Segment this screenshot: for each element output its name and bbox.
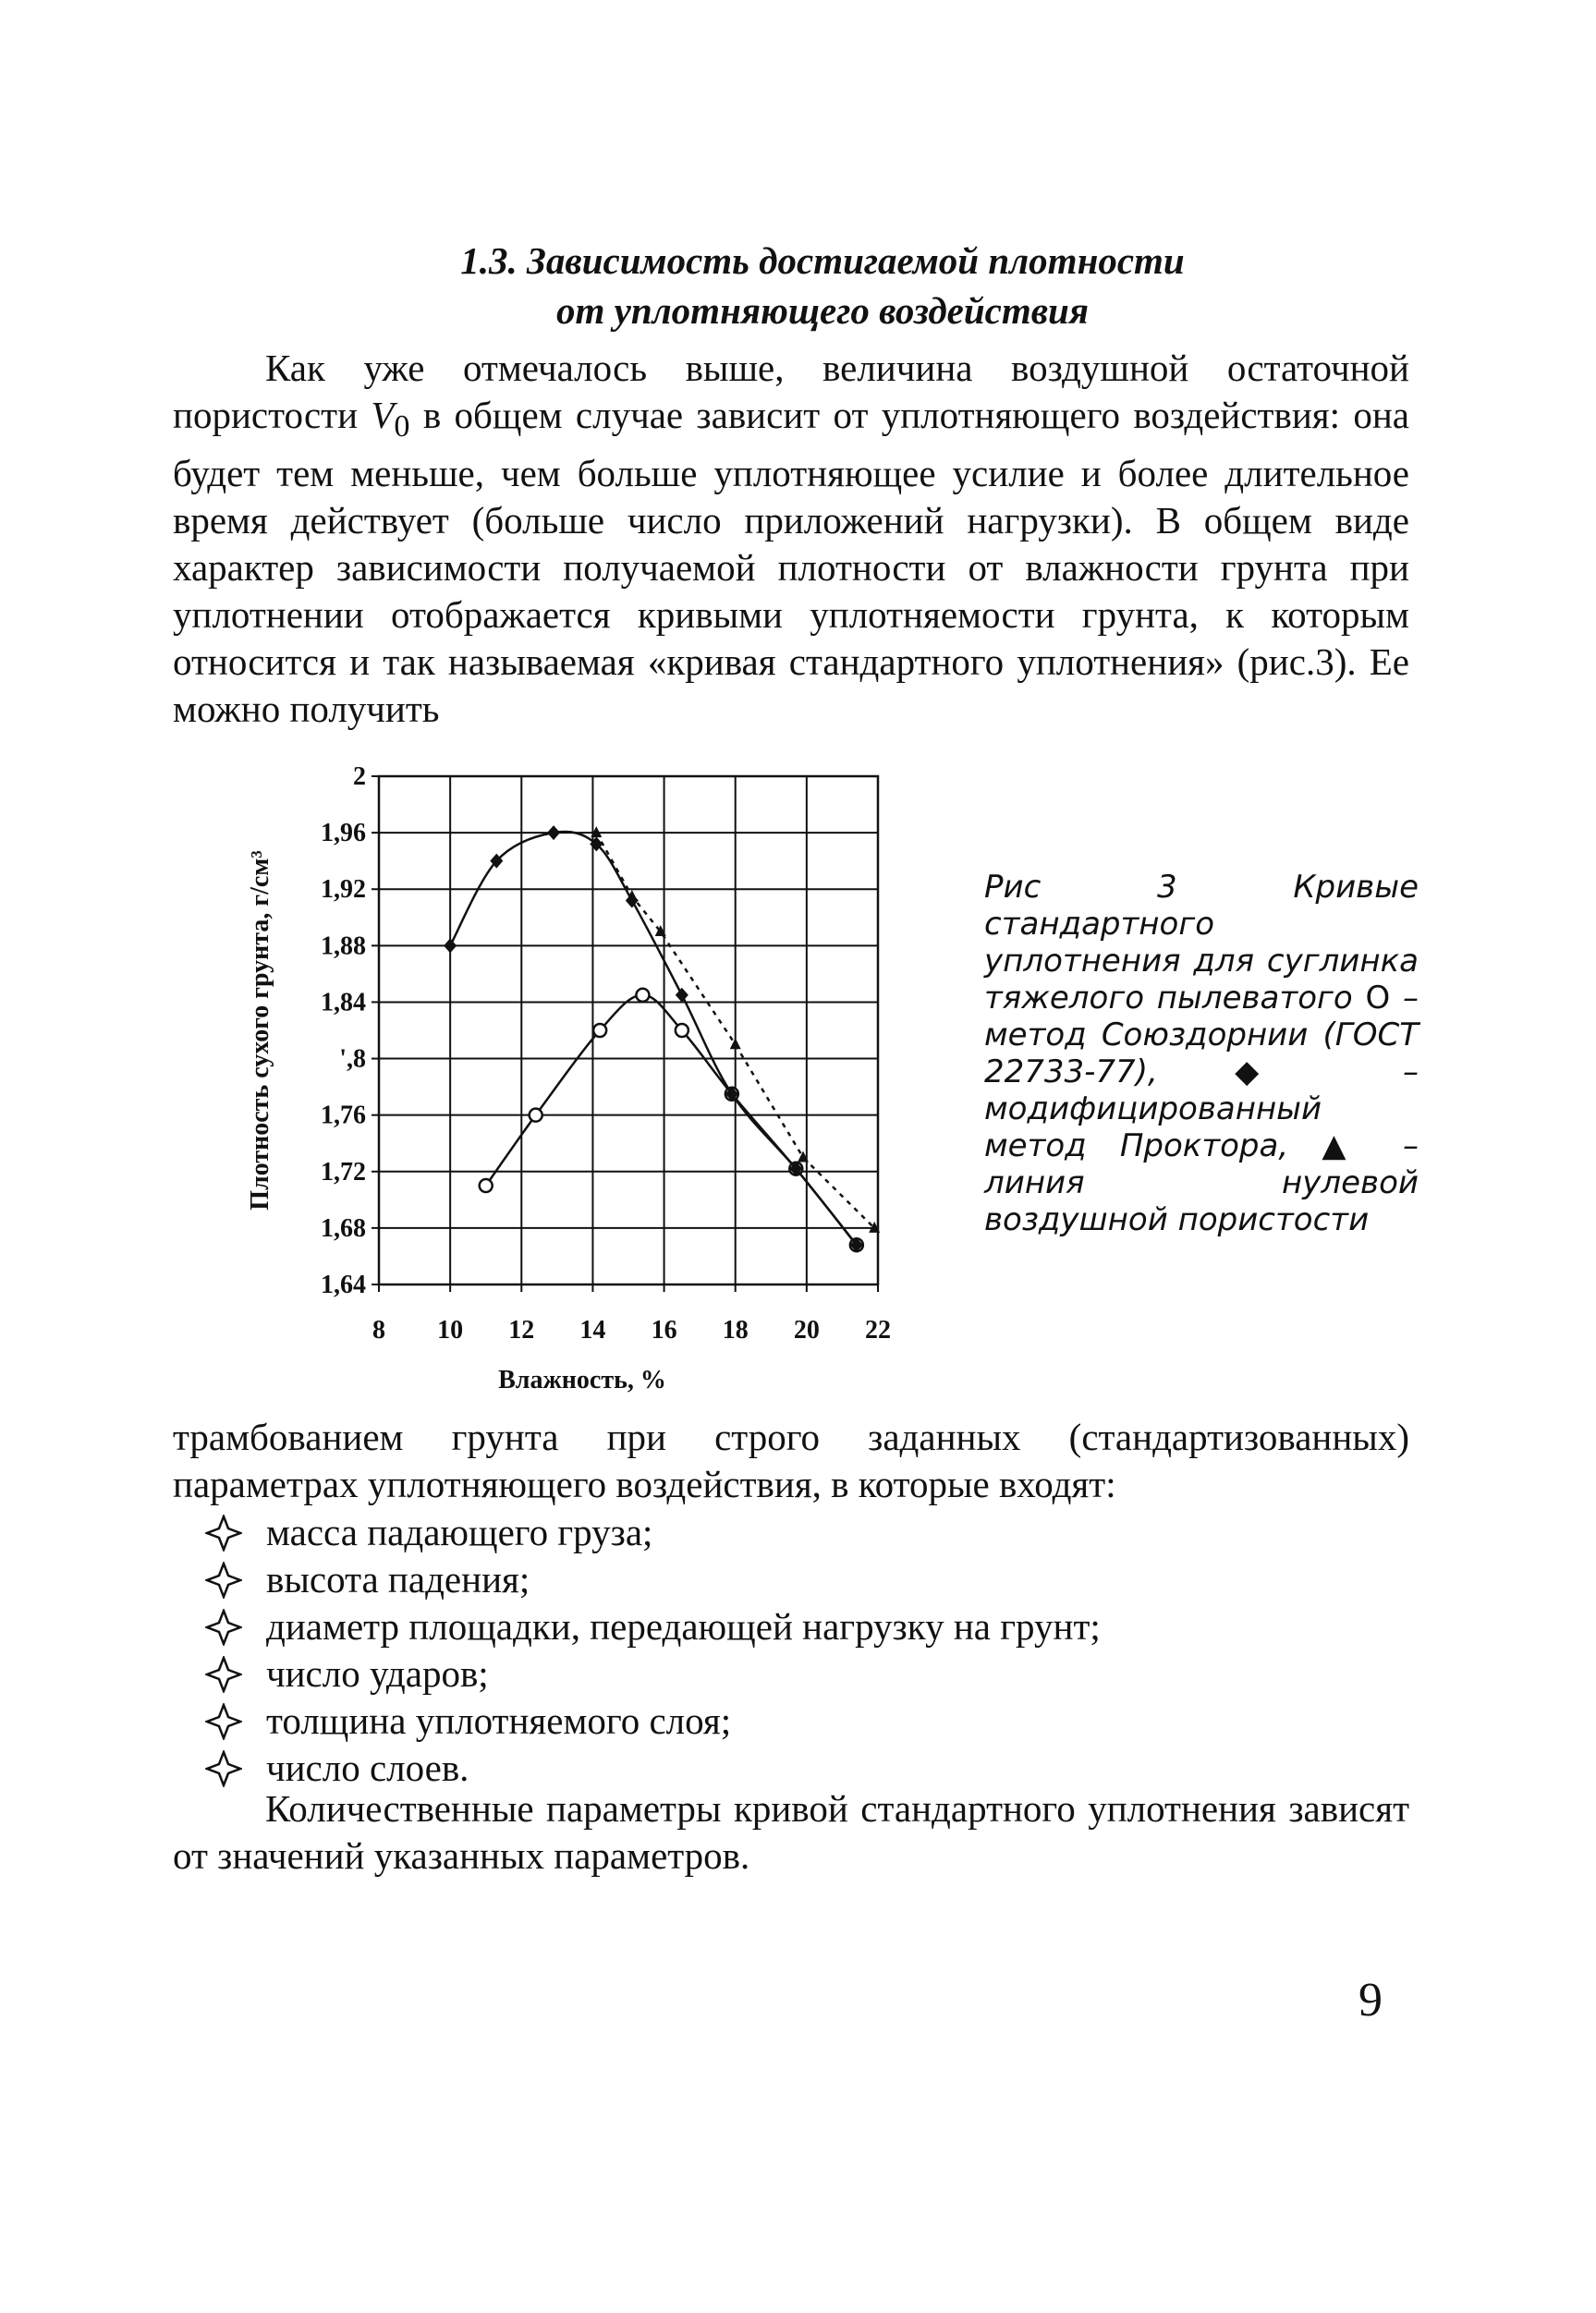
- parameters-text: трамбованием грунта при строго заданных (стандартизованных) параметрах уплотняющего воздействия, в которые входят:: [173, 1416, 1409, 1505]
- list-item: [205, 1650, 1101, 1698]
- list-item-text: толщина уплотняемого слоя;: [266, 1699, 732, 1742]
- x-tick-label: 14: [579, 1316, 606, 1345]
- porosity-symbol: V: [371, 394, 395, 436]
- chart-grid: [372, 776, 878, 1292]
- chart-ticks: [321, 762, 891, 1345]
- four-point-star-icon: [205, 1656, 242, 1693]
- x-tick-label: 18: [722, 1316, 749, 1345]
- y-tick-label: 1,96: [321, 819, 366, 848]
- y-tick-label: 1,72: [321, 1157, 366, 1187]
- data-point-circle: [636, 989, 649, 1002]
- four-point-star-icon: [205, 1515, 242, 1552]
- y-tick-label: 1,84: [321, 988, 366, 1017]
- intro-text-before: Как уже отмечалось выше, величина воздушной остаточной пористости: [173, 347, 1409, 436]
- four-point-star-icon: [205, 1750, 242, 1787]
- y-axis-label: Плотность сухого грунта, г/см³: [246, 850, 274, 1211]
- four-point-star-icon: [205, 1562, 242, 1599]
- conclusion-paragraph: [173, 1785, 1409, 1880]
- four-point-star-icon: [205, 1703, 242, 1740]
- y-tick-label: 1,92: [321, 875, 366, 905]
- parameters-paragraph: [173, 1414, 1409, 1508]
- caption-text-4: – линия нулевой воздушной пористости: [984, 1127, 1419, 1238]
- x-tick-label: 12: [508, 1316, 535, 1345]
- data-point-circle: [530, 1109, 542, 1122]
- series-diamond-line: [450, 832, 857, 1245]
- data-point-circle: [676, 1024, 688, 1037]
- data-point-diamond: [676, 988, 688, 1003]
- parameters-list: [205, 1509, 1101, 1792]
- list-item-text: число ударов;: [266, 1652, 489, 1695]
- caption-text-2: – метод Союздорнии (ГОСТ 22733-77),: [984, 980, 1419, 1090]
- data-point-circle: [593, 1024, 606, 1037]
- y-tick-label: 1,88: [321, 931, 366, 961]
- y-tick-label: 1,64: [321, 1271, 366, 1299]
- figure-caption: [984, 869, 1419, 1238]
- data-point-diamond: [547, 825, 560, 840]
- heading-line-1: 1.3. Зависимость достигаемой плотности: [460, 239, 1185, 282]
- diamond-marker-glyph: ◆: [1235, 1053, 1326, 1090]
- compaction-chart: [231, 749, 924, 1395]
- x-tick-label: 20: [793, 1316, 820, 1345]
- x-tick-label: 10: [437, 1316, 464, 1345]
- data-point-diamond: [444, 938, 457, 953]
- page-number: 9: [1358, 1974, 1383, 2027]
- list-item-text: число слоев.: [266, 1747, 469, 1789]
- y-tick-label: 2: [353, 762, 366, 791]
- section-heading: [240, 236, 1405, 335]
- plot-frame: [379, 776, 878, 1284]
- x-tick-label: 8: [372, 1316, 385, 1345]
- four-point-star-icon: [205, 1609, 242, 1646]
- conclusion-text: Количественные параметры кривой стандартного уплотнения зависят от значений указанных параметров.: [173, 1787, 1409, 1877]
- circle-marker-glyph: О: [1365, 980, 1391, 1017]
- list-item-text: масса падающего груза;: [266, 1511, 653, 1553]
- list-item: [205, 1509, 1101, 1556]
- x-axis-label: Влажность, %: [498, 1366, 666, 1394]
- intro-text-after: в общем случае зависит от уплотняющего воздействия: она будет тем меньше, чем больше уплотняющее усилие и более длительное время действует (больше число приложений нагрузки). В общем виде характер зависимости получаемой плотности от влажности грунта при уплотнении отображается кривыми уплотняемости грунта, к которым относится и так называемая «кривая стандартного уплотнения» (рис.3). Ее можно получить: [173, 394, 1409, 731]
- porosity-subscript: 0: [394, 409, 410, 444]
- heading-line-2: от уплотняющего воздействия: [556, 289, 1089, 332]
- y-tick-label: 1,76: [321, 1101, 366, 1130]
- y-tick-label: 1,68: [321, 1213, 366, 1243]
- list-item: [205, 1603, 1101, 1650]
- caption-text-3: – модифицированный метод Проктора,: [984, 1053, 1419, 1164]
- caption-text-1: Рис 3 Кривые стандартного уплотнения для суглинка тяжелого пылеватого: [984, 869, 1419, 1017]
- data-point-circle: [480, 1179, 493, 1192]
- list-item-text: диаметр площадки, передающей нагрузку на грунт;: [266, 1605, 1101, 1648]
- list-item: [205, 1556, 1101, 1603]
- triangle-marker-glyph: ▲: [1322, 1127, 1370, 1164]
- y-tick-label: ',8: [339, 1044, 366, 1074]
- x-tick-label: 22: [865, 1316, 891, 1345]
- intro-paragraph: [173, 345, 1409, 733]
- list-item-text: высота падения;: [266, 1558, 530, 1601]
- x-tick-label: 16: [651, 1316, 677, 1345]
- list-item: [205, 1698, 1101, 1745]
